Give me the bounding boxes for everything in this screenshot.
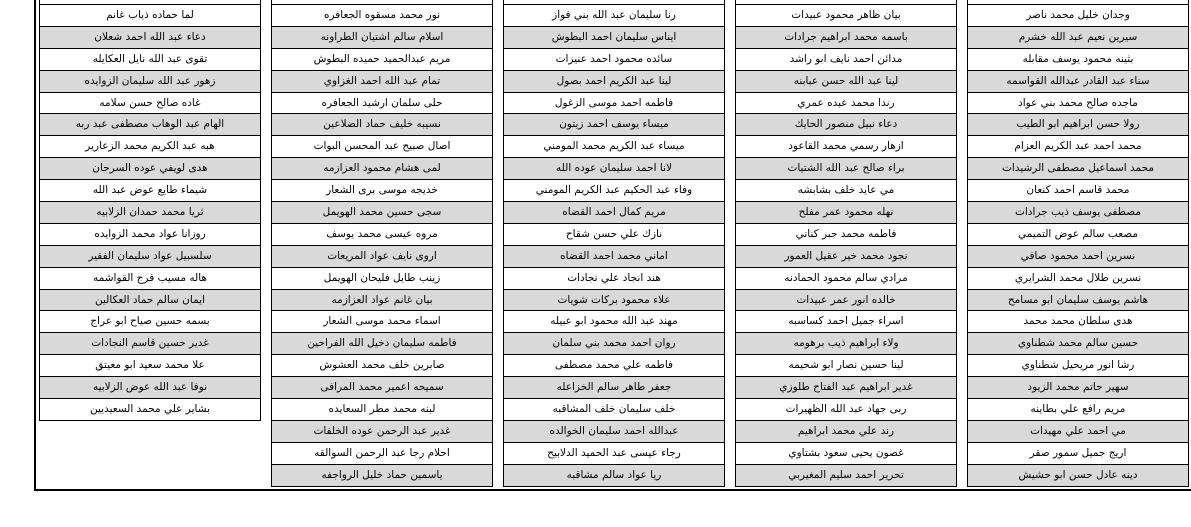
name-cell: غدير حسين قاسم النجادات bbox=[39, 333, 261, 355]
name-cell: رولا حسن ابراهيم ابو الطيب bbox=[967, 114, 1189, 136]
name-cell: لبنه محمد مطر السعايده bbox=[271, 399, 493, 421]
name-cell: براء صالح عبد الله الشتيات bbox=[735, 158, 957, 180]
name-cell: زينب طايل فليحان الهويمل bbox=[271, 268, 493, 290]
name-cell: غصون يحيى سعود بشتاوي bbox=[735, 443, 957, 465]
name-cell: خالده انور عمر عبيدات bbox=[735, 290, 957, 312]
name-cell: فاطمه احمد موسى الزغول bbox=[503, 93, 725, 115]
name-cell: علا محمد سعيد ابو معيتق bbox=[39, 355, 261, 377]
name-cell: دينه عادل حسن ابو حشيش bbox=[967, 465, 1189, 487]
name-cell: هاله مسيب فرج القواشمه bbox=[39, 268, 261, 290]
name-cell: رند علي محمد ابراهيم bbox=[735, 421, 957, 443]
name-cell: تقوى عبد الله نايل العكايله bbox=[39, 49, 261, 71]
name-cell: تمام عبد الله احمد الغزاوي bbox=[271, 71, 493, 93]
name-cell: سجى حسين محمد الهويمل bbox=[271, 202, 493, 224]
name-cell: سائده محمود احمد عنيزات bbox=[503, 49, 725, 71]
name-cell: ثريا محمد حمدان الزلابيه bbox=[39, 202, 261, 224]
name-cell: مهند عبد الله محمود ابو عبيله bbox=[503, 311, 725, 333]
name-cell: محمد احمد عبد الكريم العزام bbox=[967, 136, 1189, 158]
name-cell: حلى سلمان ارشيد الجعافره bbox=[271, 93, 493, 115]
name-cell: مي عايد خلف بشابشه bbox=[735, 180, 957, 202]
name-cell: محمد اسماعيل مصطفى الرشيدات bbox=[967, 158, 1189, 180]
name-cell: مريم كمال احمد القضاه bbox=[503, 202, 725, 224]
name-cell: رنا سليمان عبد الله بني فواز bbox=[503, 5, 725, 27]
name-cell: سلسبيل عواد سليمان الفقير bbox=[39, 246, 261, 268]
name-cell: هدى لويفي عوده السرحان bbox=[39, 158, 261, 180]
name-cell: نسيبه خليف حماد الضلاعين bbox=[271, 114, 493, 136]
name-cell: اصال صبيح عبد المحسن البوات bbox=[271, 136, 493, 158]
name-cell: زهور عبد الله سليمان الزوايده bbox=[39, 71, 261, 93]
name-cell: وجدان خليل محمد ناصر bbox=[967, 5, 1189, 27]
name-cell: سميحه اعمير محمد المرافى bbox=[271, 377, 493, 399]
name-cell: غدير عبد الرحمن عوده الخلفات bbox=[271, 421, 493, 443]
name-cell: ايناس سليمان احمد البطوش bbox=[503, 27, 725, 49]
name-cell: فاطمه سليمان دخيل الله الفراحين bbox=[271, 333, 493, 355]
name-cell: ريا عواد سالم مشاقبه bbox=[503, 465, 725, 487]
name-cell: سيرين نعيم عبد الله خشرم bbox=[967, 27, 1189, 49]
names-column-1 bbox=[967, 0, 1189, 487]
name-cell: اسلام سالم اشتيان الطراونه bbox=[271, 27, 493, 49]
name-cell: حسين سالم محمد شطناوي bbox=[967, 333, 1189, 355]
name-cell: دعاء نبيل منصور الحايك bbox=[735, 114, 957, 136]
names-column-3 bbox=[503, 0, 725, 487]
name-cell: روزانا عواد محمد الزوايده bbox=[39, 224, 261, 246]
name-cell: بيان غانم عواد العزازمه bbox=[271, 290, 493, 312]
name-cell: بشاير علي محمد السعيديين bbox=[39, 399, 261, 421]
name-cell: عبدالله احمد سليمان الخوالده bbox=[503, 421, 725, 443]
name-cell: خلف سليمان خلف المشاقبه bbox=[503, 399, 725, 421]
name-cell: باسمه محمد ابراهيم جرادات bbox=[735, 27, 957, 49]
name-cell: نازك علي حسن شقاح bbox=[503, 224, 725, 246]
name-cell: هدى سلطان محمد محمد bbox=[967, 311, 1189, 333]
name-cell: مرادي سالم محمود الحمادنه bbox=[735, 268, 957, 290]
name-cell: اريج جميل سمور صقر bbox=[967, 443, 1189, 465]
name-cell: شيماء طايع عوض عبد الله bbox=[39, 180, 261, 202]
name-cell: محمد قاسم احمد كنعان bbox=[967, 180, 1189, 202]
name-cell: ازهار رسمي محمد القاعود bbox=[735, 136, 957, 158]
name-cell: صابرين خلف محمد العشوش bbox=[271, 355, 493, 377]
name-cell: ميساء يوسف احمد زيتون bbox=[503, 114, 725, 136]
name-cell: مي احمد علي مهيدات bbox=[967, 421, 1189, 443]
name-cell: مروه عيسى محمد يوسف bbox=[271, 224, 493, 246]
name-cell: رندا محمد عبده عمري bbox=[735, 93, 957, 115]
name-cell: احلام رجا عبد الرحمن السوالقه bbox=[271, 443, 493, 465]
name-cell: لينا عبد الكريم احمد بصول bbox=[503, 71, 725, 93]
name-cell: اسماء محمد موسى الشعار bbox=[271, 311, 493, 333]
name-cell: دعاء عبد الله احمد شعلان bbox=[39, 27, 261, 49]
name-cell: بثينه محمود يوسف مقابله bbox=[967, 49, 1189, 71]
name-cell: ايمان سالم حماد العكالين bbox=[39, 290, 261, 312]
name-cell: علاء محمود بركات شويات bbox=[503, 290, 725, 312]
name-cell: نور محمد مسقوه الجعافره bbox=[271, 5, 493, 27]
name-cell: ربى جهاد عبد الله الظهيرات bbox=[735, 399, 957, 421]
name-cell: لما حماده ذياب غانم bbox=[39, 5, 261, 27]
names-column-2 bbox=[735, 0, 957, 487]
name-cell: بسمه حسين صياح ابو عراج bbox=[39, 311, 261, 333]
name-cell: لينا حسين نصار ابو شحيمه bbox=[735, 355, 957, 377]
name-cell: فاطمه محمد جبر كناني bbox=[735, 224, 957, 246]
name-cell: روان احمد محمد بني سلمان bbox=[503, 333, 725, 355]
name-cell: اسراء جميل احمد كساسبه bbox=[735, 311, 957, 333]
name-cell: نهله محمود عمر مفلح bbox=[735, 202, 957, 224]
name-cell: لينا عبد الله حسن عبابنه bbox=[735, 71, 957, 93]
name-cell: ولاء ابراهيم ذيب برهومه bbox=[735, 333, 957, 355]
name-cell: اماني محمد احمد القضاه bbox=[503, 246, 725, 268]
name-cell: ميساء عبد الكريم محمد المومني bbox=[503, 136, 725, 158]
names-column-5 bbox=[39, 0, 261, 421]
name-cell: تحرير احمد سليم المغيربي bbox=[735, 465, 957, 487]
name-cell: نجود محمد خير عقيل العمور bbox=[735, 246, 957, 268]
name-cell: مريم رافع علي بطاينه bbox=[967, 399, 1189, 421]
name-cell: سناء عبد القادر عبدالله القواسمه bbox=[967, 71, 1189, 93]
name-cell: لمى هشام محمود العزازمه bbox=[271, 158, 493, 180]
names-column-4 bbox=[271, 0, 493, 487]
name-cell: ياسمين حماد خليل الرواجفه bbox=[271, 465, 493, 487]
name-cell: مصعب سالم عوض التميمي bbox=[967, 224, 1189, 246]
name-cell: نسرين احمد محمود صافي bbox=[967, 246, 1189, 268]
name-cell: غاده صالح حسن سلامه bbox=[39, 93, 261, 115]
name-cell: هبه عبد الكريم محمد الزعارير bbox=[39, 136, 261, 158]
name-cell: غدير ابراهيم عبد الفتاح طلوزي bbox=[735, 377, 957, 399]
name-cell: ماجده صالح محمد بني عواد bbox=[967, 93, 1189, 115]
name-cell: نسرين طلال محمد الشرايري bbox=[967, 268, 1189, 290]
name-cell: مريم عبدالحميد حميده البطوش bbox=[271, 49, 493, 71]
name-cell: فاطمه علي محمد مصطفى bbox=[503, 355, 725, 377]
name-cell: رشا انور مريحيل شطناوي bbox=[967, 355, 1189, 377]
name-cell: رجاء عيسى عبد الحميد الدلابيح bbox=[503, 443, 725, 465]
name-cell: خديجه موسى برى الشعار bbox=[271, 180, 493, 202]
name-cell: جعفر طاهر سالم الخزاعله bbox=[503, 377, 725, 399]
name-cell: هاشم يوسف سليمان ابو مسامح bbox=[967, 290, 1189, 312]
name-cell: هند انجاد علي نجادات bbox=[503, 268, 725, 290]
name-cell: الهام عبد الوهاب مصطفى عبد ربه bbox=[39, 114, 261, 136]
name-cell: مدائن احمد نايف ابو راشد bbox=[735, 49, 957, 71]
name-cell: مصطفى يوسف ذيب جرادات bbox=[967, 202, 1189, 224]
name-cell: نوفا عبد الله عوض الزلابيه bbox=[39, 377, 261, 399]
name-cell: بيان ظاهر محمود عبيدات bbox=[735, 5, 957, 27]
name-cell: سهير حاتم محمد الزيود bbox=[967, 377, 1189, 399]
name-cell: وفاء عبد الحكيم عبد الكريم المومني bbox=[503, 180, 725, 202]
name-cell: لانا احمد سليمان عوده الله bbox=[503, 158, 725, 180]
name-cell: اروى نايف عواد المريعات bbox=[271, 246, 493, 268]
